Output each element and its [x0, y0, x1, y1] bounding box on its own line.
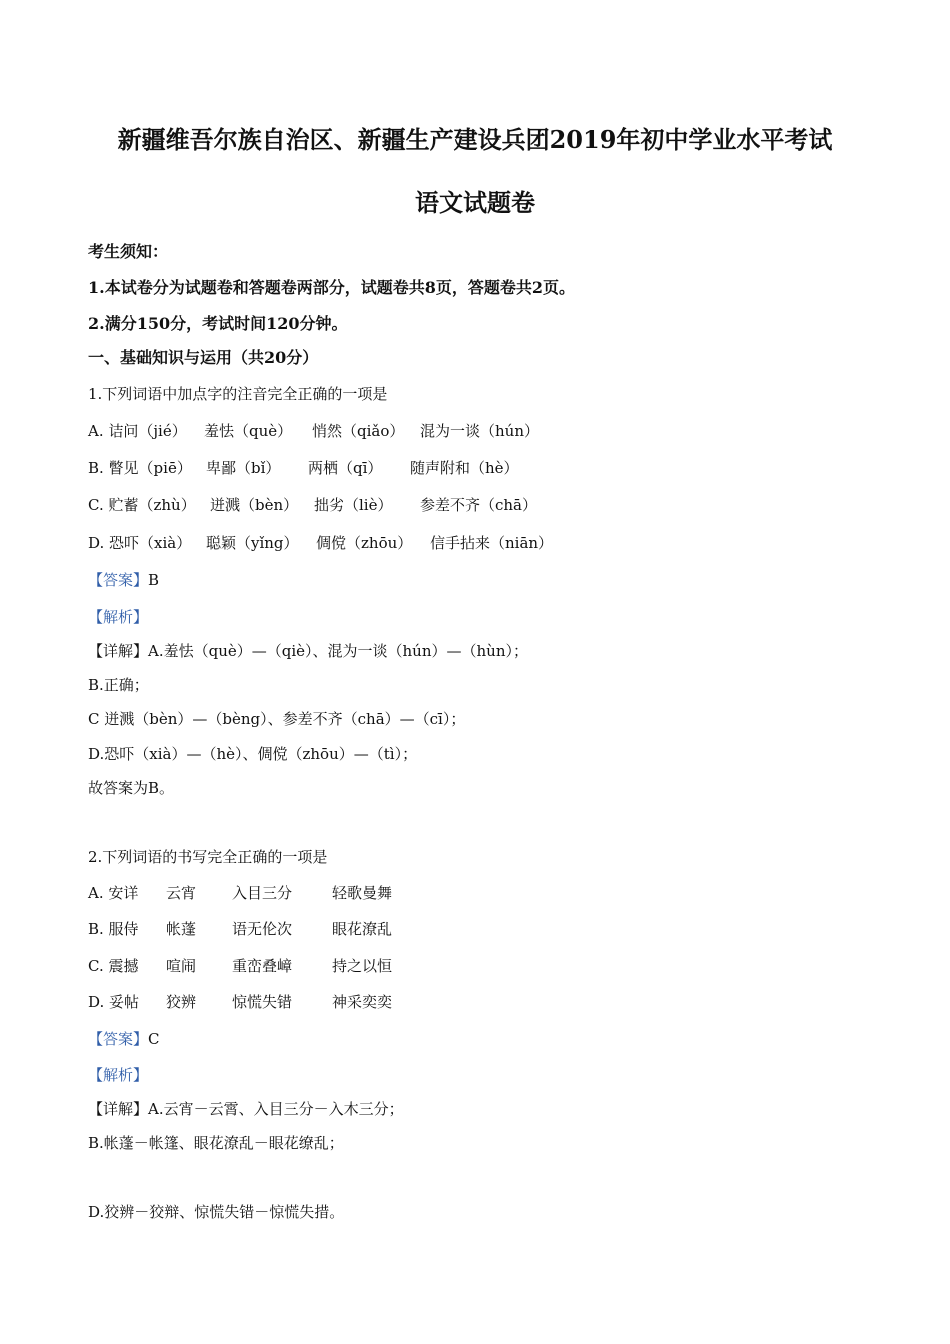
q2-b-3: 语无伦次 [232, 920, 293, 938]
q1-answer-value: B [148, 571, 160, 589]
q1-a-2: 羞怯（què） [204, 422, 293, 440]
q1-b-2: 卑鄙（bǐ） [206, 459, 281, 477]
q1-option-c [88, 495, 537, 515]
q1-d-2: 聪颖（yǐng） [206, 534, 299, 552]
q1-c-1: C. 贮蓄（zhù） [88, 496, 196, 514]
q2-analysis-tag: 【解析】 [88, 1066, 149, 1084]
page-subtitle: 语文试题卷 [415, 188, 535, 217]
q1-d-4: 信手拈来（niān） [430, 534, 554, 552]
q1-answer-tag: 【答案】 [88, 571, 149, 589]
q1-detail-5: 故答案为B。 [88, 779, 175, 797]
q1-b-4: 随声附和（hè） [410, 459, 519, 477]
q2-d-4: 神采奕奕 [332, 993, 393, 1011]
q2-b-1: B. 服侍 [88, 920, 139, 938]
q1-option-b [88, 458, 519, 478]
q2-option-c [88, 956, 392, 976]
q2-d-2: 狡辨 [166, 993, 197, 1011]
q2-c-3: 重峦叠嶂 [232, 957, 293, 975]
q2-answer-value: C [148, 1030, 160, 1048]
q2-option-b [88, 919, 392, 939]
q1-detail-2: B.正确； [88, 676, 149, 694]
q1-d-3: 倜傥（zhōu） [316, 534, 413, 552]
q2-b-2: 帐蓬 [166, 920, 197, 938]
q2-a-4: 轻歌曼舞 [332, 884, 393, 902]
q1-answer [88, 570, 159, 590]
page-title: 新疆维吾尔族自治区、新疆生产建设兵团2019年初中学业水平考试 [117, 125, 833, 154]
q2-detail-3: D.狡辨－狡辩、惊慌失错－惊慌失措。 [88, 1203, 345, 1221]
q2-c-4: 持之以恒 [332, 957, 393, 975]
q1-a-4: 混为一谈（hún） [420, 422, 539, 440]
q1-d-1: D. 恐吓（xià） [88, 534, 192, 552]
q1-detail-4: D.恐吓（xià）—（hè）、倜傥（zhōu）—（tì）； [88, 745, 418, 763]
q2-d-1: D. 妥帖 [88, 993, 140, 1011]
q1-c-3: 拙劣（liè） [314, 496, 393, 514]
q2-a-3: 入目三分 [232, 884, 293, 902]
notice-heading: 考生须知： [88, 242, 169, 261]
q1-detail-1: 【详解】A.羞怯（què）—（qiè）、混为一谈（hún）—（hùn）； [88, 642, 528, 660]
q1-option-a [88, 421, 539, 441]
q2-option-d [88, 992, 392, 1012]
q2-a-2: 云宵 [166, 884, 197, 902]
q1-a-1: A. 诘问（jié） [88, 422, 187, 440]
q2-stem: 2.下列词语的书写完全正确的一项是 [88, 848, 328, 866]
q2-b-4: 眼花潦乱 [332, 920, 393, 938]
q2-detail-1: 【详解】A.云宵－云霄、入目三分－入木三分； [88, 1100, 404, 1118]
q2-c-2: 喧闹 [166, 957, 197, 975]
q1-analysis-tag: 【解析】 [88, 608, 149, 626]
q1-b-3: 两栖（qī） [308, 459, 383, 477]
section-heading: 一、基础知识与运用（共20分） [88, 348, 319, 367]
notice-line-2: 2.满分150分，考试时间120分钟。 [88, 314, 348, 333]
q1-b-1: B. 瞥见（piē） [88, 459, 192, 477]
q2-a-1: A. 安详 [88, 884, 139, 902]
q1-c-4: 参差不齐（chā） [420, 496, 538, 514]
q1-stem: 1.下列词语中加点字的注音完全正确的一项是 [88, 385, 388, 403]
q1-c-2: 迸溅（bèn） [210, 496, 299, 514]
q2-answer [88, 1029, 160, 1049]
q2-d-3: 惊慌失错 [232, 993, 293, 1011]
q2-c-1: C. 震撼 [88, 957, 139, 975]
q2-answer-tag: 【答案】 [88, 1030, 149, 1048]
notice-line-1: 1.本试卷分为试题卷和答题卷两部分，试题卷共8页，答题卷共2页。 [88, 278, 575, 297]
q2-option-a [88, 883, 392, 903]
q1-option-d [88, 533, 553, 553]
q1-a-3: 悄然（qiǎo） [312, 422, 405, 440]
q2-detail-2: B.帐蓬－帐篷、眼花潦乱－眼花缭乱； [88, 1134, 344, 1152]
q1-detail-3: C 迸溅（bèn）—（bèng）、参差不齐（chā）—（cī）； [88, 710, 466, 728]
